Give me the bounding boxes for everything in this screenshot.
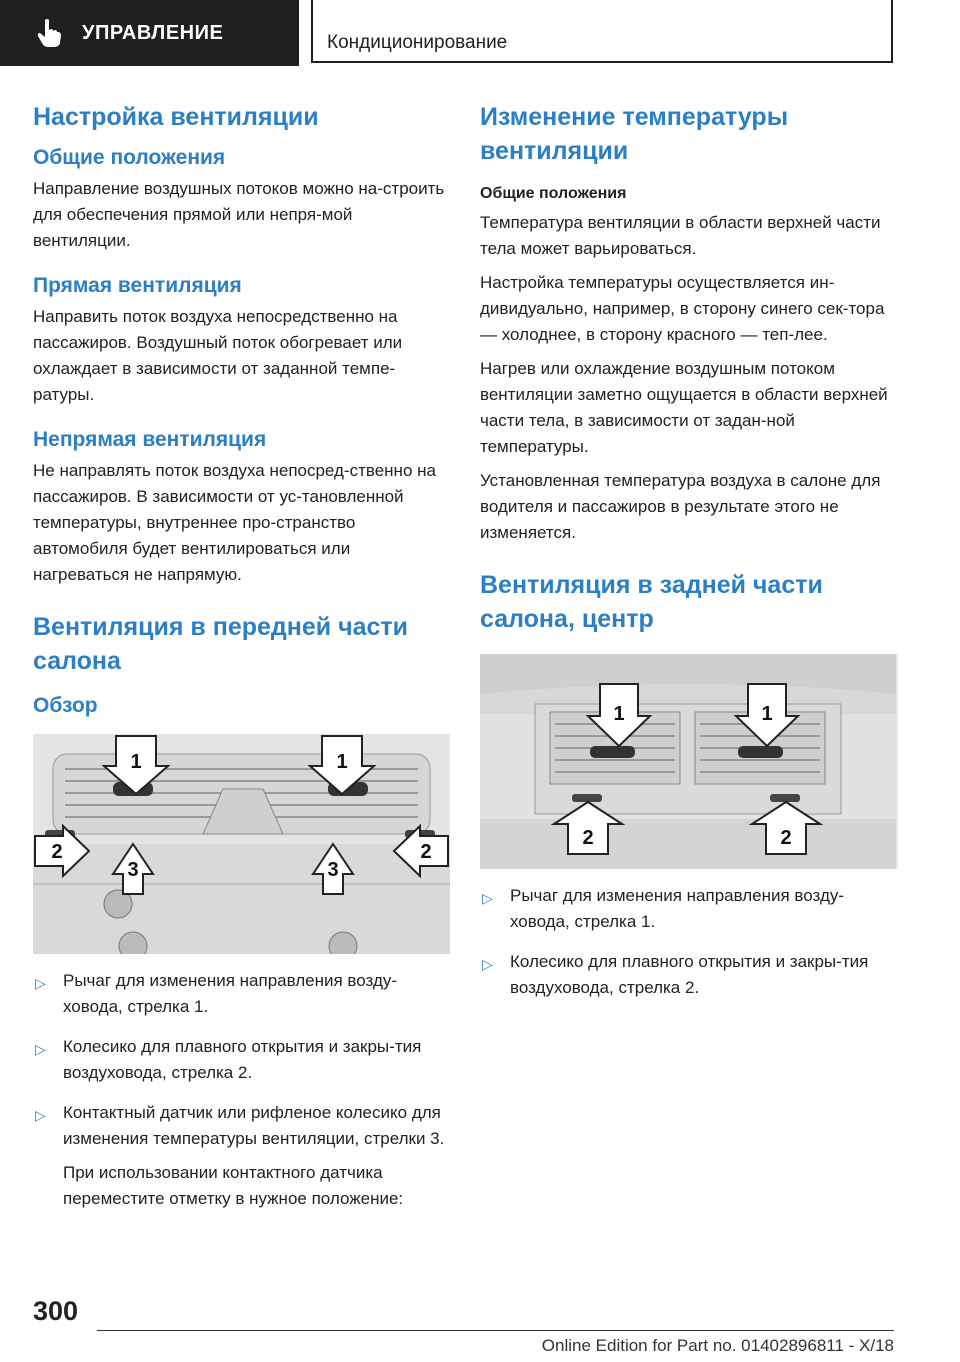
section-header bbox=[0, 0, 299, 66]
heading-vent-settings: Настройка вентиляции bbox=[33, 103, 319, 131]
front-arrow-label-3b: 3 bbox=[327, 859, 339, 881]
triangle-bullet-icon: ▷ bbox=[482, 956, 493, 972]
triangle-bullet-icon: ▷ bbox=[35, 1107, 46, 1123]
list-item-subtext: При использовании контактного датчика переместите отметку в нужное положение: bbox=[63, 1163, 404, 1208]
list-item-text: Контактный датчик или рифленое колесико для изменения температуры вентиляции, стрелки 3. bbox=[63, 1103, 445, 1148]
front-legend-list bbox=[33, 968, 450, 1212]
list-item-text: Рычаг для изменения направления возду-ховода, стрелка 1. bbox=[510, 886, 845, 931]
rear-vent-figure bbox=[480, 654, 898, 869]
front-arrow-label-1a: 1 bbox=[130, 751, 142, 773]
paragraph-temp-2: Настройка температуры осуществляется ин-дивидуально, например, в сторону синего сек-тора — холоднее, в сторону красного — теп-лее. bbox=[480, 273, 885, 344]
paragraph-indirect: Не направлять поток воздуха непосред-ственно на пассажиров. В зависимости от ус-тановленной температуры, внутреннее про-странство автомобиля будет вентилироваться или нагреваться не напрямую. bbox=[33, 461, 436, 584]
heading-general-right: Общие положения bbox=[480, 185, 627, 202]
triangle-bullet-icon: ▷ bbox=[482, 890, 493, 906]
triangle-bullet-icon: ▷ bbox=[35, 1041, 46, 1057]
topic-header bbox=[311, 0, 893, 63]
list-item bbox=[480, 949, 898, 1001]
list-item bbox=[33, 1100, 450, 1212]
front-arrow-label-2b: 2 bbox=[420, 841, 432, 863]
heading-rear-vent: Вентиляция в задней части салона, центр bbox=[480, 571, 823, 633]
heading-temp: Изменение температуры вентиляции bbox=[480, 103, 789, 165]
rear-vent-illustration bbox=[480, 654, 896, 869]
heading-direct: Прямая вентиляция bbox=[33, 274, 242, 297]
rear-arrow-label-2a: 2 bbox=[582, 827, 594, 849]
heading-general: Общие положения bbox=[33, 146, 226, 169]
front-vent-figure bbox=[33, 734, 450, 954]
paragraph-direct: Направить поток воздуха непосредственно на пассажиров. Воздушный поток обогревает или охлаждает в зависимости от заданной темпе-ратуры. bbox=[33, 307, 403, 404]
front-vent-illustration bbox=[33, 734, 450, 954]
footer-edition: Online Edition for Part no. 01402896811 - X/18 bbox=[541, 1336, 894, 1355]
rear-legend-list bbox=[480, 883, 898, 1001]
section-title: УПРАВЛЕНИЕ bbox=[82, 21, 224, 44]
front-arrow-label-1b: 1 bbox=[336, 751, 348, 773]
hand-pointer-icon bbox=[36, 18, 62, 48]
front-arrow-label-3a: 3 bbox=[127, 859, 139, 881]
triangle-bullet-icon: ▷ bbox=[35, 975, 46, 991]
heading-front-vent: Вентиляция в передней части салона bbox=[33, 613, 409, 675]
right-column bbox=[480, 100, 898, 1015]
list-item-text: Колесико для плавного открытия и закры-тия воздуховода, стрелка 2. bbox=[510, 952, 869, 997]
rear-arrow-label-2b: 2 bbox=[780, 827, 792, 849]
list-item-text: Колесико для плавного открытия и закры-тия воздуховода, стрелка 2. bbox=[63, 1037, 422, 1082]
paragraph-general: Направление воздушных потоков можно на-строить для обеспечения прямой или непря-мой вентиляции. bbox=[33, 179, 445, 250]
rear-arrow-label-1b: 1 bbox=[761, 703, 773, 725]
list-item bbox=[33, 968, 450, 1020]
list-item bbox=[480, 883, 898, 935]
paragraph-temp-3: Нагрев или охлаждение воздушным потоком вентиляции заметно ощущается в области верхней части тела, в зависимости от задан-ной температуры. bbox=[480, 359, 888, 456]
heading-overview: Обзор bbox=[33, 694, 98, 717]
paragraph-temp-1: Температура вентиляции в области верхней части тела может варьироваться. bbox=[480, 213, 881, 258]
list-item bbox=[33, 1034, 450, 1086]
rear-arrow-label-1a: 1 bbox=[613, 703, 625, 725]
list-item-text: Рычаг для изменения направления возду-ховода, стрелка 1. bbox=[63, 971, 398, 1016]
topic-title: Кондиционирование bbox=[327, 32, 508, 53]
paragraph-temp-4: Установленная температура воздуха в салоне для водителя и пассажиров в результате этого не изменяется. bbox=[480, 471, 881, 542]
page-number: 300 bbox=[33, 1296, 79, 1326]
footer-divider bbox=[97, 1330, 894, 1331]
heading-indirect: Непрямая вентиляция bbox=[33, 428, 267, 451]
front-arrow-label-2a: 2 bbox=[51, 841, 63, 863]
left-column bbox=[33, 100, 450, 1226]
